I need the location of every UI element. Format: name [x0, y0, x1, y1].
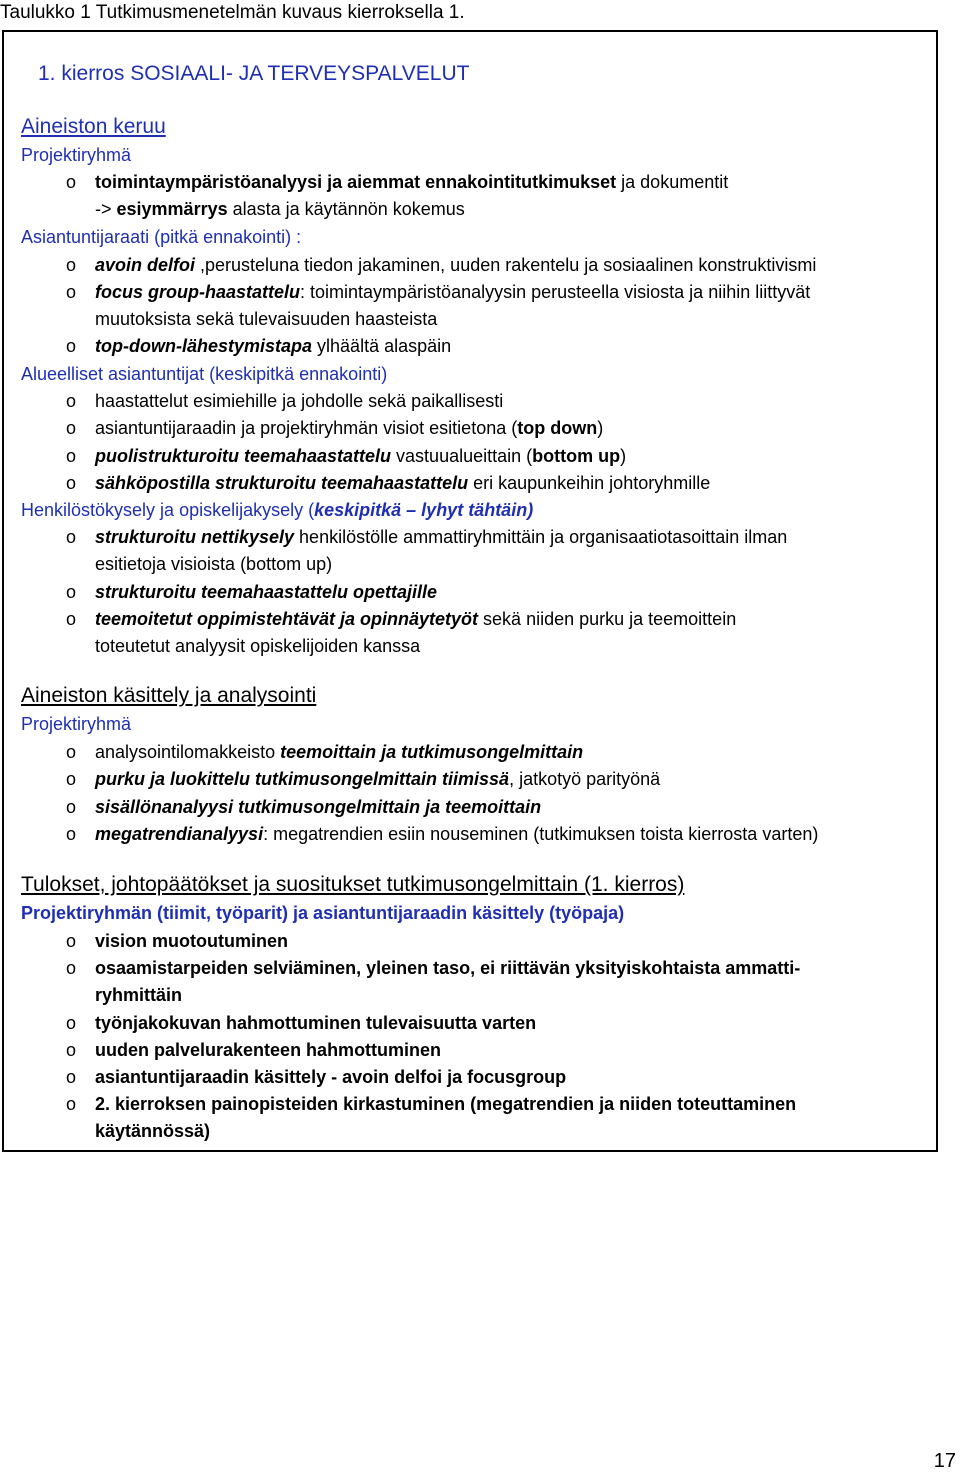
item-text: )	[620, 446, 627, 466]
bullet: o	[66, 1040, 77, 1060]
section-title-results: Tulokset, johtopäätökset ja suositukset tutkimusongelmittain (1. kierros)	[21, 873, 685, 896]
item-text: eri kaupunkeihin johtoryhmille	[468, 473, 711, 493]
bullet: o	[66, 1094, 77, 1114]
bullet: o	[66, 336, 77, 356]
group-project-team: Projektiryhmä	[21, 145, 132, 165]
table-caption: Taulukko 1 Tutkimusmenetelmän kuvaus kierroksella 1.	[0, 2, 465, 23]
item-bold-italic-text: puolistrukturoitu teemahaastattelu	[95, 446, 392, 466]
item-bold-italic-text: strukturoitu teemahaastattelu opettajille	[95, 582, 438, 602]
group-regional-experts: Alueelliset asiantuntijat (keskipitkä ennakointi)	[21, 364, 388, 384]
item-bold-italic-text: purku ja luokittelu tutkimusongelmittain tiimissä	[95, 769, 510, 789]
item-bold-italic-text: sisällönanalyysi tutkimusongelmittain ja teemoittain	[95, 797, 542, 817]
item-text: : megatrendien esiin nouseminen (tutkimuksen toista kierrosta varten)	[263, 824, 819, 844]
item-text: ja dokumentit	[616, 172, 729, 192]
bullet: o	[66, 769, 77, 789]
group-workshop: Projektiryhmän (tiimit, työparit) ja asiantuntijaraadin käsittely (työpaja)	[21, 903, 625, 923]
item-text: : toimintaympäristöanalyysin perusteella visiosta ja niihin liittyvät	[300, 282, 811, 302]
section-title-processing: Aineiston käsittely ja analysointi	[21, 684, 317, 707]
item-bold-italic-text: teemoitetut oppimistehtävät ja opinnäytetyöt	[95, 609, 479, 629]
item-bold-text: bottom up	[532, 446, 621, 466]
item-text: analysointilomakkeisto	[95, 742, 281, 762]
item-text: alasta ja käytännön kokemus	[227, 199, 465, 219]
item-bold-italic-text: megatrendianalyysi	[95, 824, 264, 844]
bullet: o	[66, 609, 77, 629]
item-bold-italic-text: focus group-haastattelu	[95, 282, 301, 302]
page-number: 17	[933, 1450, 956, 1472]
bullet: o	[66, 582, 77, 602]
arrow-text: ->	[95, 199, 117, 219]
list-item-continuation	[95, 198, 465, 220]
bullet: o	[66, 446, 77, 466]
group-text: Henkilöstökysely ja opiskelijakysely (	[21, 500, 315, 520]
item-bold-italic-text: strukturoitu nettikysely	[95, 527, 295, 547]
bullet: o	[66, 172, 77, 192]
item-text: vision muotoutuminen	[95, 931, 288, 951]
section-title-data-collection: Aineiston keruu	[21, 115, 166, 138]
item-bold-italic-text: sähköpostilla strukturoitu teemahaastattelu	[95, 473, 469, 493]
bullet: o	[66, 742, 77, 762]
item-text: henkilöstölle ammattiryhmittäin ja organisaatiotasoittain ilman	[294, 527, 788, 547]
list-item-continuation: muutoksista sekä tulevaisuuden haasteista	[95, 309, 438, 329]
bullet: o	[66, 473, 77, 493]
bullet: o	[66, 931, 77, 951]
item-text: ylhäältä alaspäin	[312, 336, 452, 356]
item-text: asiantuntijaraadin käsittely - avoin delfoi ja focusgroup	[95, 1067, 567, 1087]
bullet: o	[66, 418, 77, 438]
list-item-continuation: esitietoja visioista (bottom up)	[95, 554, 333, 574]
method-table-box	[2, 30, 938, 1152]
item-text: sekä niiden purku ja teemoittein	[478, 609, 737, 629]
bullet: o	[66, 391, 77, 411]
group-staff-student-survey	[21, 499, 533, 521]
bullet: o	[66, 282, 77, 302]
list-item-continuation: toteutetut analyysit opiskelijoiden kanssa	[95, 636, 421, 656]
group-italic-text: keskipitkä – lyhyt tähtäin)	[314, 500, 534, 520]
list-item-continuation: ryhmittäin	[95, 985, 183, 1005]
bullet: o	[66, 255, 77, 275]
bullet: o	[66, 797, 77, 817]
bullet: o	[66, 824, 77, 844]
item-text: ,perusteluna tiedon jakaminen, uuden rakentelu ja sosiaalinen konstruktivismi	[195, 255, 817, 275]
item-bold-text: top down	[517, 418, 598, 438]
item-bold-italic-text: avoin delfoi	[95, 255, 196, 275]
item-text: osaamistarpeiden selviäminen, yleinen taso, ei riittävän yksityiskohtaista ammatti-	[95, 958, 801, 978]
list-item-continuation: käytännössä)	[95, 1121, 211, 1141]
bullet: o	[66, 527, 77, 547]
group-project-team-2: Projektiryhmä	[21, 714, 132, 734]
round-title: 1. kierros SOSIAALI- JA TERVEYSPALVELUT	[38, 62, 470, 85]
item-text: työnjakokuvan hahmottuminen tulevaisuutta varten	[95, 1013, 537, 1033]
item-bold-italic-text: top-down-lähestymistapa	[95, 336, 313, 356]
item-text: haastattelut esimiehille ja johdolle sekä paikallisesti	[95, 391, 504, 411]
item-text: vastuualueittain (	[391, 446, 533, 466]
item-bold-italic-text: teemoittain ja tutkimusongelmittain	[280, 742, 584, 762]
item-text: 2. kierroksen painopisteiden kirkastuminen (megatrendien ja niiden toteuttaminen	[95, 1094, 797, 1114]
item-bold-text: esiymmärrys	[116, 199, 228, 219]
item-text: uuden palvelurakenteen hahmottuminen	[95, 1040, 442, 1060]
bullet: o	[66, 958, 77, 978]
bullet: o	[66, 1067, 77, 1087]
bullet: o	[66, 1013, 77, 1033]
item-text: )	[597, 418, 604, 438]
item-text: , jatkotyö parityönä	[509, 769, 661, 789]
item-text: asiantuntijaraadin ja projektiryhmän visiot esitietona (	[95, 418, 518, 438]
group-expert-panel: Asiantuntijaraati (pitkä ennakointi) :	[21, 227, 302, 247]
item-bold-text: toimintaympäristöanalyysi ja aiemmat ennakointitutkimukset	[95, 172, 617, 192]
